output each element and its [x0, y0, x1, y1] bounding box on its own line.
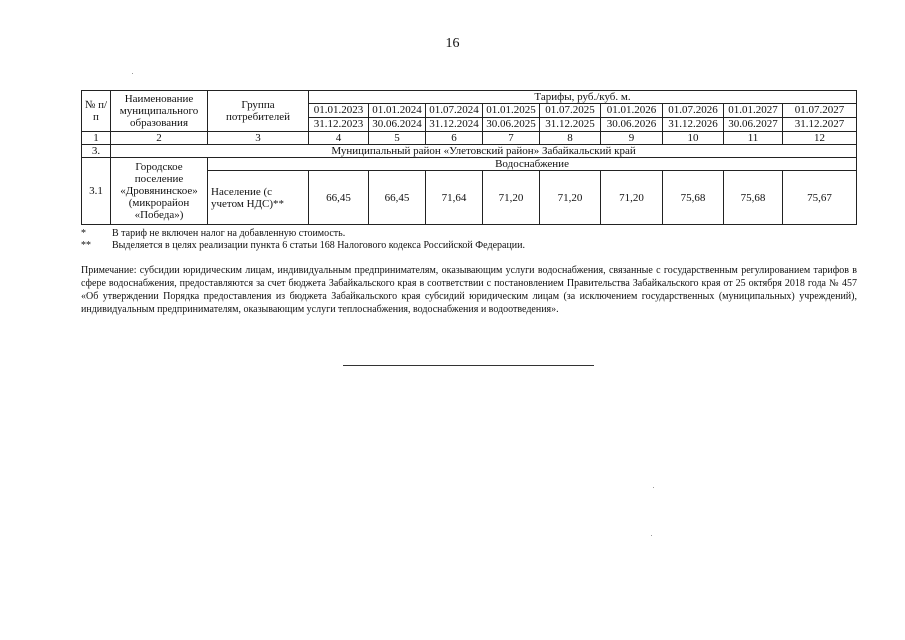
period-from: 01.01.2024 [369, 104, 426, 118]
period-to: 31.12.2025 [540, 118, 601, 132]
period-to: 30.06.2026 [601, 118, 663, 132]
service-row [82, 158, 857, 171]
column-number: 10 [663, 132, 724, 145]
period-from: 01.01.2026 [601, 104, 663, 118]
service-title: Водоснабжение [208, 158, 857, 171]
header-municipality: Наименование муниципального образования [111, 91, 208, 132]
period-to: 30.06.2027 [724, 118, 783, 132]
tariff-value: 75,67 [783, 171, 857, 225]
column-number: 8 [540, 132, 601, 145]
footnote-text: Выделяется в целях реализации пункта 6 статьи 168 Налогового кодекса Российской Федерации. [112, 240, 526, 251]
period-from: 01.07.2026 [663, 104, 724, 118]
footnote-text: В тариф не включен налог на добавленную стоимость. [112, 228, 346, 239]
footnote-mark: ** [81, 240, 91, 251]
scan-speck [653, 487, 654, 488]
period-from: 01.01.2023 [309, 104, 369, 118]
tariff-value: 66,45 [369, 171, 426, 225]
page-number: 16 [445, 36, 460, 51]
remark-paragraph: Примечание: субсидии юридическим лицам, индивидуальным предпринимателям, оказывающим услуги водоснабжения, связанные с государственным регулированием тарифов в сфере водоснабжения, предоставляются за счет бюджета Забайкальского края в соответствии с постановлением Правительства Забайкальского края от 25 октября 2018 года № 457 «Об утверждении Порядка предоставления из бюджета Забайкальского края субсидий юридическим лицам (за исключением государственных (муниципальных) учреждений), индивидуальным предпринимателям, оказывающим услуги теплоснабжения, водоснабжения и водоотведения». [81, 265, 857, 315]
tariff-value: 75,68 [663, 171, 724, 225]
header-row [82, 91, 857, 104]
column-number: 11 [724, 132, 783, 145]
column-number: 5 [369, 132, 426, 145]
column-number: 4 [309, 132, 369, 145]
tariff-table [81, 90, 857, 225]
period-from: 01.01.2025 [483, 104, 540, 118]
header-consumer-group: Группа потребителей [208, 91, 309, 132]
period-to: 31.12.2023 [309, 118, 369, 132]
period-from: 01.01.2027 [724, 104, 783, 118]
tariff-value: 75,68 [724, 171, 783, 225]
tariff-value: 71,20 [540, 171, 601, 225]
period-to: 31.12.2027 [783, 118, 857, 132]
row-num: 3.1 [82, 158, 111, 225]
footnotes [81, 228, 861, 252]
row-municipality: Городское поселение «Дровянинское» (микрорайон «Победа») [111, 158, 208, 225]
period-from: 01.07.2024 [426, 104, 483, 118]
column-number: 1 [82, 132, 111, 145]
section-row [82, 145, 857, 158]
column-number: 2 [111, 132, 208, 145]
separator-line [343, 365, 594, 366]
section-num: 3. [82, 145, 111, 158]
tariff-value: 66,45 [309, 171, 369, 225]
tariff-value: 71,20 [601, 171, 663, 225]
column-number: 6 [426, 132, 483, 145]
column-number: 12 [783, 132, 857, 145]
row-consumer-group: Население (с учетом НДС)** [208, 171, 309, 225]
period-from: 01.07.2027 [783, 104, 857, 118]
period-to: 31.12.2024 [426, 118, 483, 132]
header-tariffs: Тарифы, руб./куб. м. [309, 91, 857, 104]
section-title: Муниципальный район «Улетовский район» Забайкальский край [111, 145, 857, 158]
column-number-row [82, 132, 857, 145]
scan-speck [651, 535, 652, 536]
period-to: 30.06.2024 [369, 118, 426, 132]
period-to: 31.12.2026 [663, 118, 724, 132]
column-number: 7 [483, 132, 540, 145]
tariff-value: 71,20 [483, 171, 540, 225]
column-number: 9 [601, 132, 663, 145]
footnote-mark: * [81, 228, 86, 239]
header-num: № п/п [82, 91, 111, 132]
footnote [81, 228, 861, 240]
tariff-value: 71,64 [426, 171, 483, 225]
column-number: 3 [208, 132, 309, 145]
period-to: 30.06.2025 [483, 118, 540, 132]
footnote [81, 240, 861, 252]
period-from: 01.07.2025 [540, 104, 601, 118]
scan-speck [132, 73, 133, 74]
